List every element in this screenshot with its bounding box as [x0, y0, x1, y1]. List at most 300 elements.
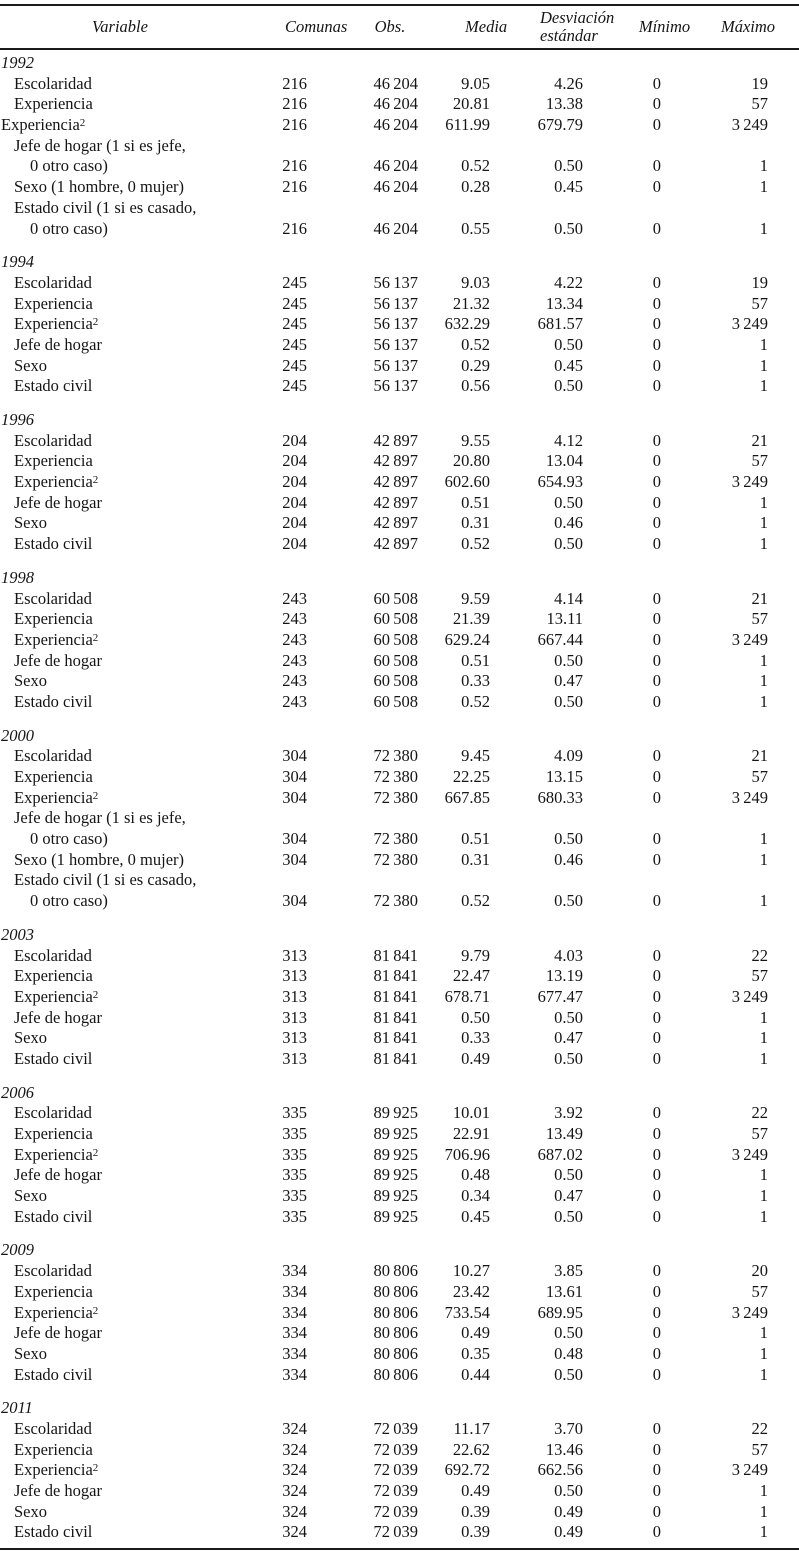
data-row: [0, 870, 799, 891]
media-value: 20.81: [452, 94, 490, 114]
variable-label: Jefe de hogar: [14, 1323, 102, 1343]
comunas-value: 335: [282, 1165, 307, 1185]
comunas-value: 334: [282, 1323, 307, 1343]
std-dev-value: 4.03: [554, 945, 583, 965]
min-value: 0: [652, 430, 661, 450]
std-dev-value: 0.46: [554, 513, 583, 533]
max-value: 1: [759, 1481, 768, 1500]
obs-value: 89 925: [373, 1165, 418, 1185]
comunas-value: 313: [282, 966, 307, 986]
obs-value: 56 137: [373, 334, 418, 354]
variable-label: Experiencia: [14, 94, 93, 114]
comunas-value: 304: [282, 787, 307, 807]
std-dev-value: 0.49: [554, 1522, 583, 1542]
obs-value: 72 380: [373, 787, 418, 807]
media-value: 0.31: [461, 849, 490, 869]
media-value: 0.51: [461, 829, 490, 849]
obs-value: 72 039: [373, 1418, 418, 1438]
obs-value: 89 925: [373, 1124, 418, 1143]
data-row: [0, 534, 799, 555]
comunas-value: 245: [282, 293, 307, 313]
superscript: 2: [92, 1462, 99, 1475]
obs-value: 72 380: [373, 767, 418, 786]
min-value: 0: [652, 629, 661, 649]
min-value: 0: [652, 177, 661, 197]
min-value: 0: [652, 746, 661, 766]
comunas-value: 324: [282, 1418, 307, 1438]
media-value: 21.39: [452, 609, 490, 629]
variable-label: Experiencia$^2$: [14, 314, 99, 334]
data-row: [0, 376, 799, 397]
obs-value: 80 806: [373, 1302, 418, 1322]
std-dev-value: 0.50: [554, 492, 583, 512]
data-row: [0, 74, 799, 95]
variable-label: Jefe de hogar: [14, 1165, 102, 1185]
data-row: [0, 1344, 799, 1365]
min-value: 0: [652, 1522, 661, 1542]
max-value: 19: [751, 73, 768, 93]
max-value: 1: [759, 1028, 768, 1048]
std-dev-value: 13.11: [546, 609, 583, 629]
variable-label: Experiencia: [14, 609, 93, 629]
variable-label: Jefe de hogar: [14, 1481, 102, 1500]
max-value: 22: [751, 945, 768, 965]
superscript: 2: [92, 474, 99, 487]
data-row: [0, 829, 799, 850]
std-dev-value: 681.57: [537, 314, 583, 334]
year-row: [0, 252, 799, 273]
media-value: 0.50: [461, 1007, 490, 1027]
std-dev-value: 0.50: [554, 1206, 583, 1226]
std-dev-value: 13.49: [545, 1124, 583, 1143]
max-value: 1: [759, 671, 768, 691]
variable-label: Escolaridad: [14, 588, 92, 608]
variable-label: Experiencia$^2$: [14, 1144, 99, 1164]
year-row: [0, 568, 799, 589]
min-value: 0: [652, 1124, 661, 1143]
data-row: [0, 1261, 799, 1282]
comunas-value: 334: [282, 1261, 307, 1281]
max-value: 22: [751, 1103, 768, 1123]
comunas-value: 335: [282, 1124, 307, 1143]
max-value: 3 249: [731, 787, 768, 807]
comunas-value: 335: [282, 1103, 307, 1123]
variable-label: Sexo: [14, 1186, 47, 1206]
std-dev-value: 13.46: [545, 1439, 583, 1459]
min-value: 0: [652, 492, 661, 512]
comunas-value: 334: [282, 1281, 307, 1301]
obs-value: 80 806: [373, 1281, 418, 1301]
comunas-value: 204: [282, 534, 307, 554]
comunas-value: 216: [282, 115, 307, 135]
max-value: 57: [751, 451, 768, 471]
comunas-value: 243: [282, 609, 307, 629]
max-value: 1: [759, 355, 768, 375]
obs-value: 72 380: [373, 891, 418, 911]
comunas-value: 243: [282, 629, 307, 649]
variable-label: Experiencia: [14, 1124, 93, 1143]
data-row: [0, 1303, 799, 1324]
media-value: 0.51: [461, 492, 490, 512]
obs-value: 42 897: [373, 492, 418, 512]
media-value: 0.52: [461, 334, 490, 354]
min-value: 0: [652, 376, 661, 396]
min-value: 0: [652, 1323, 661, 1343]
table-body: [0, 50, 799, 1550]
comunas-value: 304: [282, 849, 307, 869]
obs-value: 81 841: [373, 986, 418, 1006]
year-row: [0, 1240, 799, 1261]
data-row: [0, 1282, 799, 1303]
variable-label: Escolaridad: [14, 73, 92, 93]
min-value: 0: [652, 1165, 661, 1185]
max-value: 1: [759, 492, 768, 512]
superscript: 2: [92, 316, 99, 329]
data-row: [0, 335, 799, 356]
media-value: 0.51: [461, 650, 490, 670]
data-row: [0, 1481, 799, 1502]
obs-value: 56 137: [373, 293, 418, 313]
media-value: 0.39: [461, 1501, 490, 1521]
comunas-value: 245: [282, 314, 307, 334]
obs-value: 81 841: [373, 945, 418, 965]
min-value: 0: [652, 1364, 661, 1384]
data-row: [0, 177, 799, 198]
max-value: 57: [751, 1439, 768, 1459]
min-value: 0: [652, 849, 661, 869]
media-value: 9.55: [461, 430, 490, 450]
std-dev-value: 0.50: [554, 1165, 583, 1185]
std-dev-value: 13.38: [545, 94, 583, 114]
data-row: [0, 1008, 799, 1029]
data-row: [0, 651, 799, 672]
variable-label: Experiencia: [14, 451, 93, 471]
variable-label: Escolaridad: [14, 1261, 92, 1281]
obs-value: 72 039: [373, 1439, 418, 1459]
min-value: 0: [652, 767, 661, 786]
variable-label: Experiencia$^2$: [14, 1302, 99, 1322]
comunas-value: 243: [282, 588, 307, 608]
media-value: 9.79: [461, 945, 490, 965]
media-value: 23.42: [452, 1281, 490, 1301]
media-value: 706.96: [444, 1144, 490, 1164]
data-row: [0, 1145, 799, 1166]
superscript: 2: [92, 988, 99, 1001]
max-value: 21: [751, 746, 768, 766]
year-label: 1994: [1, 252, 34, 272]
variable-label: Escolaridad: [14, 945, 92, 965]
min-value: 0: [652, 293, 661, 313]
std-dev-value: 0.46: [554, 849, 583, 869]
obs-value: 89 925: [373, 1144, 418, 1164]
min-value: 0: [652, 945, 661, 965]
obs-value: 81 841: [373, 1028, 418, 1048]
comunas-value: 204: [282, 451, 307, 471]
obs-value: 72 039: [373, 1522, 418, 1542]
year-label: 2003: [1, 924, 34, 944]
min-value: 0: [652, 334, 661, 354]
comunas-value: 216: [282, 94, 307, 114]
std-dev-value: 0.50: [554, 650, 583, 670]
data-row: [0, 136, 799, 157]
data-row: [0, 589, 799, 610]
max-value: 3 249: [731, 115, 768, 135]
data-row: [0, 767, 799, 788]
comunas-value: 335: [282, 1144, 307, 1164]
min-value: 0: [652, 966, 661, 986]
comunas-value: 245: [282, 376, 307, 396]
max-value: 1: [759, 1522, 768, 1542]
std-dev-value: 0.50: [554, 156, 583, 176]
obs-value: 42 897: [373, 472, 418, 492]
column-header-minimo: Mínimo: [638, 17, 691, 36]
max-value: 1: [759, 891, 768, 911]
max-value: 57: [751, 1281, 768, 1301]
min-value: 0: [652, 609, 661, 629]
std-dev-value: 3.85: [554, 1261, 583, 1281]
data-row: [0, 987, 799, 1008]
media-value: 0.31: [461, 513, 490, 533]
variable-label: Sexo: [14, 1343, 47, 1363]
variable-label-continuation: 0 otro caso): [30, 218, 108, 238]
year-label: 2000: [1, 725, 34, 745]
obs-value: 42 897: [373, 534, 418, 554]
media-value: 632.29: [444, 314, 490, 334]
min-value: 0: [652, 94, 661, 114]
min-value: 0: [652, 787, 661, 807]
obs-value: 46 204: [373, 218, 418, 238]
column-header-media: Media: [465, 17, 508, 36]
data-row: [0, 493, 799, 514]
min-value: 0: [652, 355, 661, 375]
comunas-value: 243: [282, 671, 307, 691]
comunas-value: 204: [282, 472, 307, 492]
max-value: 3 249: [731, 629, 768, 649]
variable-label: Experiencia$^2$: [14, 787, 99, 807]
variable-label: Estado civil (1 si es casado,: [14, 197, 197, 217]
media-value: 22.47: [452, 966, 490, 986]
min-value: 0: [652, 534, 661, 554]
comunas-value: 216: [282, 218, 307, 238]
min-value: 0: [652, 314, 661, 334]
comunas-value: 313: [282, 986, 307, 1006]
min-value: 0: [652, 1007, 661, 1027]
comunas-value: 335: [282, 1186, 307, 1206]
max-value: 1: [759, 1501, 768, 1521]
data-row: [0, 746, 799, 767]
max-value: 1: [759, 156, 768, 176]
std-dev-value: 0.50: [554, 1364, 583, 1384]
superscript: 2: [92, 631, 99, 644]
max-value: 1: [759, 1165, 768, 1185]
min-value: 0: [652, 1460, 661, 1480]
obs-value: 72 380: [373, 849, 418, 869]
variable-label: Sexo: [14, 671, 47, 691]
media-value: 0.34: [461, 1186, 490, 1206]
data-row: [0, 1323, 799, 1344]
obs-value: 80 806: [373, 1343, 418, 1363]
year-label: 1992: [1, 53, 34, 72]
comunas-value: 334: [282, 1343, 307, 1363]
obs-value: 60 508: [373, 629, 418, 649]
variable-label: Jefe de hogar: [14, 1007, 102, 1027]
std-dev-value: 4.26: [554, 73, 583, 93]
variable-label: Sexo: [14, 513, 47, 533]
media-value: 0.33: [461, 671, 490, 691]
data-row: [0, 1460, 799, 1481]
std-dev-value: 0.50: [554, 1323, 583, 1343]
media-value: 678.71: [444, 986, 490, 1006]
media-value: 0.48: [461, 1165, 490, 1185]
media-value: 10.27: [452, 1261, 490, 1281]
media-value: 733.54: [444, 1302, 490, 1322]
obs-value: 89 925: [373, 1206, 418, 1226]
obs-value: 89 925: [373, 1186, 418, 1206]
data-row: [0, 850, 799, 871]
obs-value: 56 137: [373, 376, 418, 396]
min-value: 0: [652, 1418, 661, 1438]
media-value: 0.52: [461, 691, 490, 711]
obs-value: 72 380: [373, 829, 418, 849]
std-dev-value: 0.50: [554, 218, 583, 238]
comunas-value: 324: [282, 1439, 307, 1459]
data-row: [0, 94, 799, 115]
obs-value: 81 841: [373, 1007, 418, 1027]
data-row: [0, 513, 799, 534]
data-row: [0, 808, 799, 829]
variable-label: Sexo: [14, 1028, 47, 1048]
media-value: 20.80: [452, 451, 490, 471]
max-value: 21: [751, 588, 768, 608]
year-label: 1998: [1, 567, 34, 587]
std-dev-value: 0.48: [554, 1343, 583, 1363]
media-value: 21.32: [452, 293, 490, 313]
data-row: [0, 219, 799, 240]
data-row: [0, 156, 799, 177]
obs-value: 72 380: [373, 746, 418, 766]
data-row: [0, 1440, 799, 1461]
min-value: 0: [652, 1261, 661, 1281]
media-value: 629.24: [444, 629, 490, 649]
media-value: 0.55: [461, 218, 490, 238]
max-value: 22: [751, 1418, 768, 1438]
min-value: 0: [652, 156, 661, 176]
media-value: 0.49: [461, 1048, 490, 1068]
min-value: 0: [652, 472, 661, 492]
std-dev-value: 662.56: [537, 1460, 583, 1480]
min-value: 0: [652, 986, 661, 1006]
max-value: 1: [759, 534, 768, 554]
std-dev-value: 0.50: [554, 891, 583, 911]
media-value: 9.05: [461, 73, 490, 93]
obs-value: 80 806: [373, 1364, 418, 1384]
media-value: 602.60: [444, 472, 490, 492]
min-value: 0: [652, 1206, 661, 1226]
column-header-maximo: Máximo: [720, 17, 776, 36]
variable-label: Estado civil: [14, 1206, 93, 1226]
media-value: 0.49: [461, 1323, 490, 1343]
min-value: 0: [652, 272, 661, 292]
table-header-row: [0, 4, 799, 50]
std-dev-value: 0.50: [554, 691, 583, 711]
obs-value: 89 925: [373, 1103, 418, 1123]
data-row: [0, 788, 799, 809]
superscript: 2: [79, 117, 86, 130]
variable-label: Jefe de hogar: [14, 492, 102, 512]
variable-label: Escolaridad: [14, 1103, 92, 1123]
comunas-value: 304: [282, 767, 307, 786]
max-value: 1: [759, 513, 768, 533]
variable-label: Jefe de hogar: [14, 650, 102, 670]
std-dev-value: 687.02: [537, 1144, 583, 1164]
obs-value: 46 204: [373, 177, 418, 197]
year-label: 1996: [1, 410, 34, 429]
variable-label: Sexo: [14, 355, 47, 375]
comunas-value: 216: [282, 156, 307, 176]
comunas-value: 304: [282, 746, 307, 766]
max-value: 57: [751, 1124, 768, 1143]
min-value: 0: [652, 1048, 661, 1068]
comunas-value: 204: [282, 492, 307, 512]
media-value: 9.45: [461, 746, 490, 766]
std-dev-value: 3.92: [554, 1103, 583, 1123]
variable-label: Experiencia$^2$: [1, 115, 86, 135]
media-value: 0.35: [461, 1343, 490, 1363]
min-value: 0: [652, 1302, 661, 1322]
data-row: [0, 609, 799, 630]
max-value: 57: [751, 966, 768, 986]
std-dev-value: 13.19: [545, 966, 583, 986]
media-value: 0.45: [461, 1206, 490, 1226]
min-value: 0: [652, 1144, 661, 1164]
variable-label: Estado civil: [14, 1522, 93, 1542]
variable-label: Sexo (1 hombre, 0 mujer): [14, 177, 185, 197]
variable-label: Experiencia: [14, 767, 93, 786]
media-value: 0.52: [461, 891, 490, 911]
max-value: 1: [759, 1048, 768, 1068]
comunas-value: 204: [282, 430, 307, 450]
std-dev-value: 0.47: [554, 1186, 583, 1206]
variable-label: Experiencia: [14, 1439, 93, 1459]
column-header-comunas: Comunas: [285, 17, 348, 36]
comunas-value: 216: [282, 177, 307, 197]
data-row: [0, 1365, 799, 1386]
column-header-desviacion-estandar: Desviación estándar: [540, 8, 615, 45]
obs-value: 56 137: [373, 314, 418, 334]
data-row: [0, 356, 799, 377]
max-value: 20: [751, 1261, 768, 1281]
std-dev-value: 0.47: [554, 671, 583, 691]
media-value: 0.52: [461, 156, 490, 176]
comunas-value: 334: [282, 1302, 307, 1322]
max-value: 1: [759, 334, 768, 354]
obs-value: 46 204: [373, 115, 418, 135]
data-row: [0, 1165, 799, 1186]
max-value: 57: [751, 293, 768, 313]
comunas-value: 334: [282, 1364, 307, 1384]
std-dev-value: 13.04: [545, 451, 583, 471]
std-dev-value: 689.95: [537, 1302, 583, 1322]
std-dev-value: 4.09: [554, 746, 583, 766]
std-dev-value: 0.50: [554, 534, 583, 554]
std-dev-value: 4.22: [554, 272, 583, 292]
data-row: [0, 671, 799, 692]
max-value: 3 249: [731, 1302, 768, 1322]
variable-label: Escolaridad: [14, 430, 92, 450]
data-row: [0, 198, 799, 219]
data-row: [0, 451, 799, 472]
superscript: 2: [92, 789, 99, 802]
